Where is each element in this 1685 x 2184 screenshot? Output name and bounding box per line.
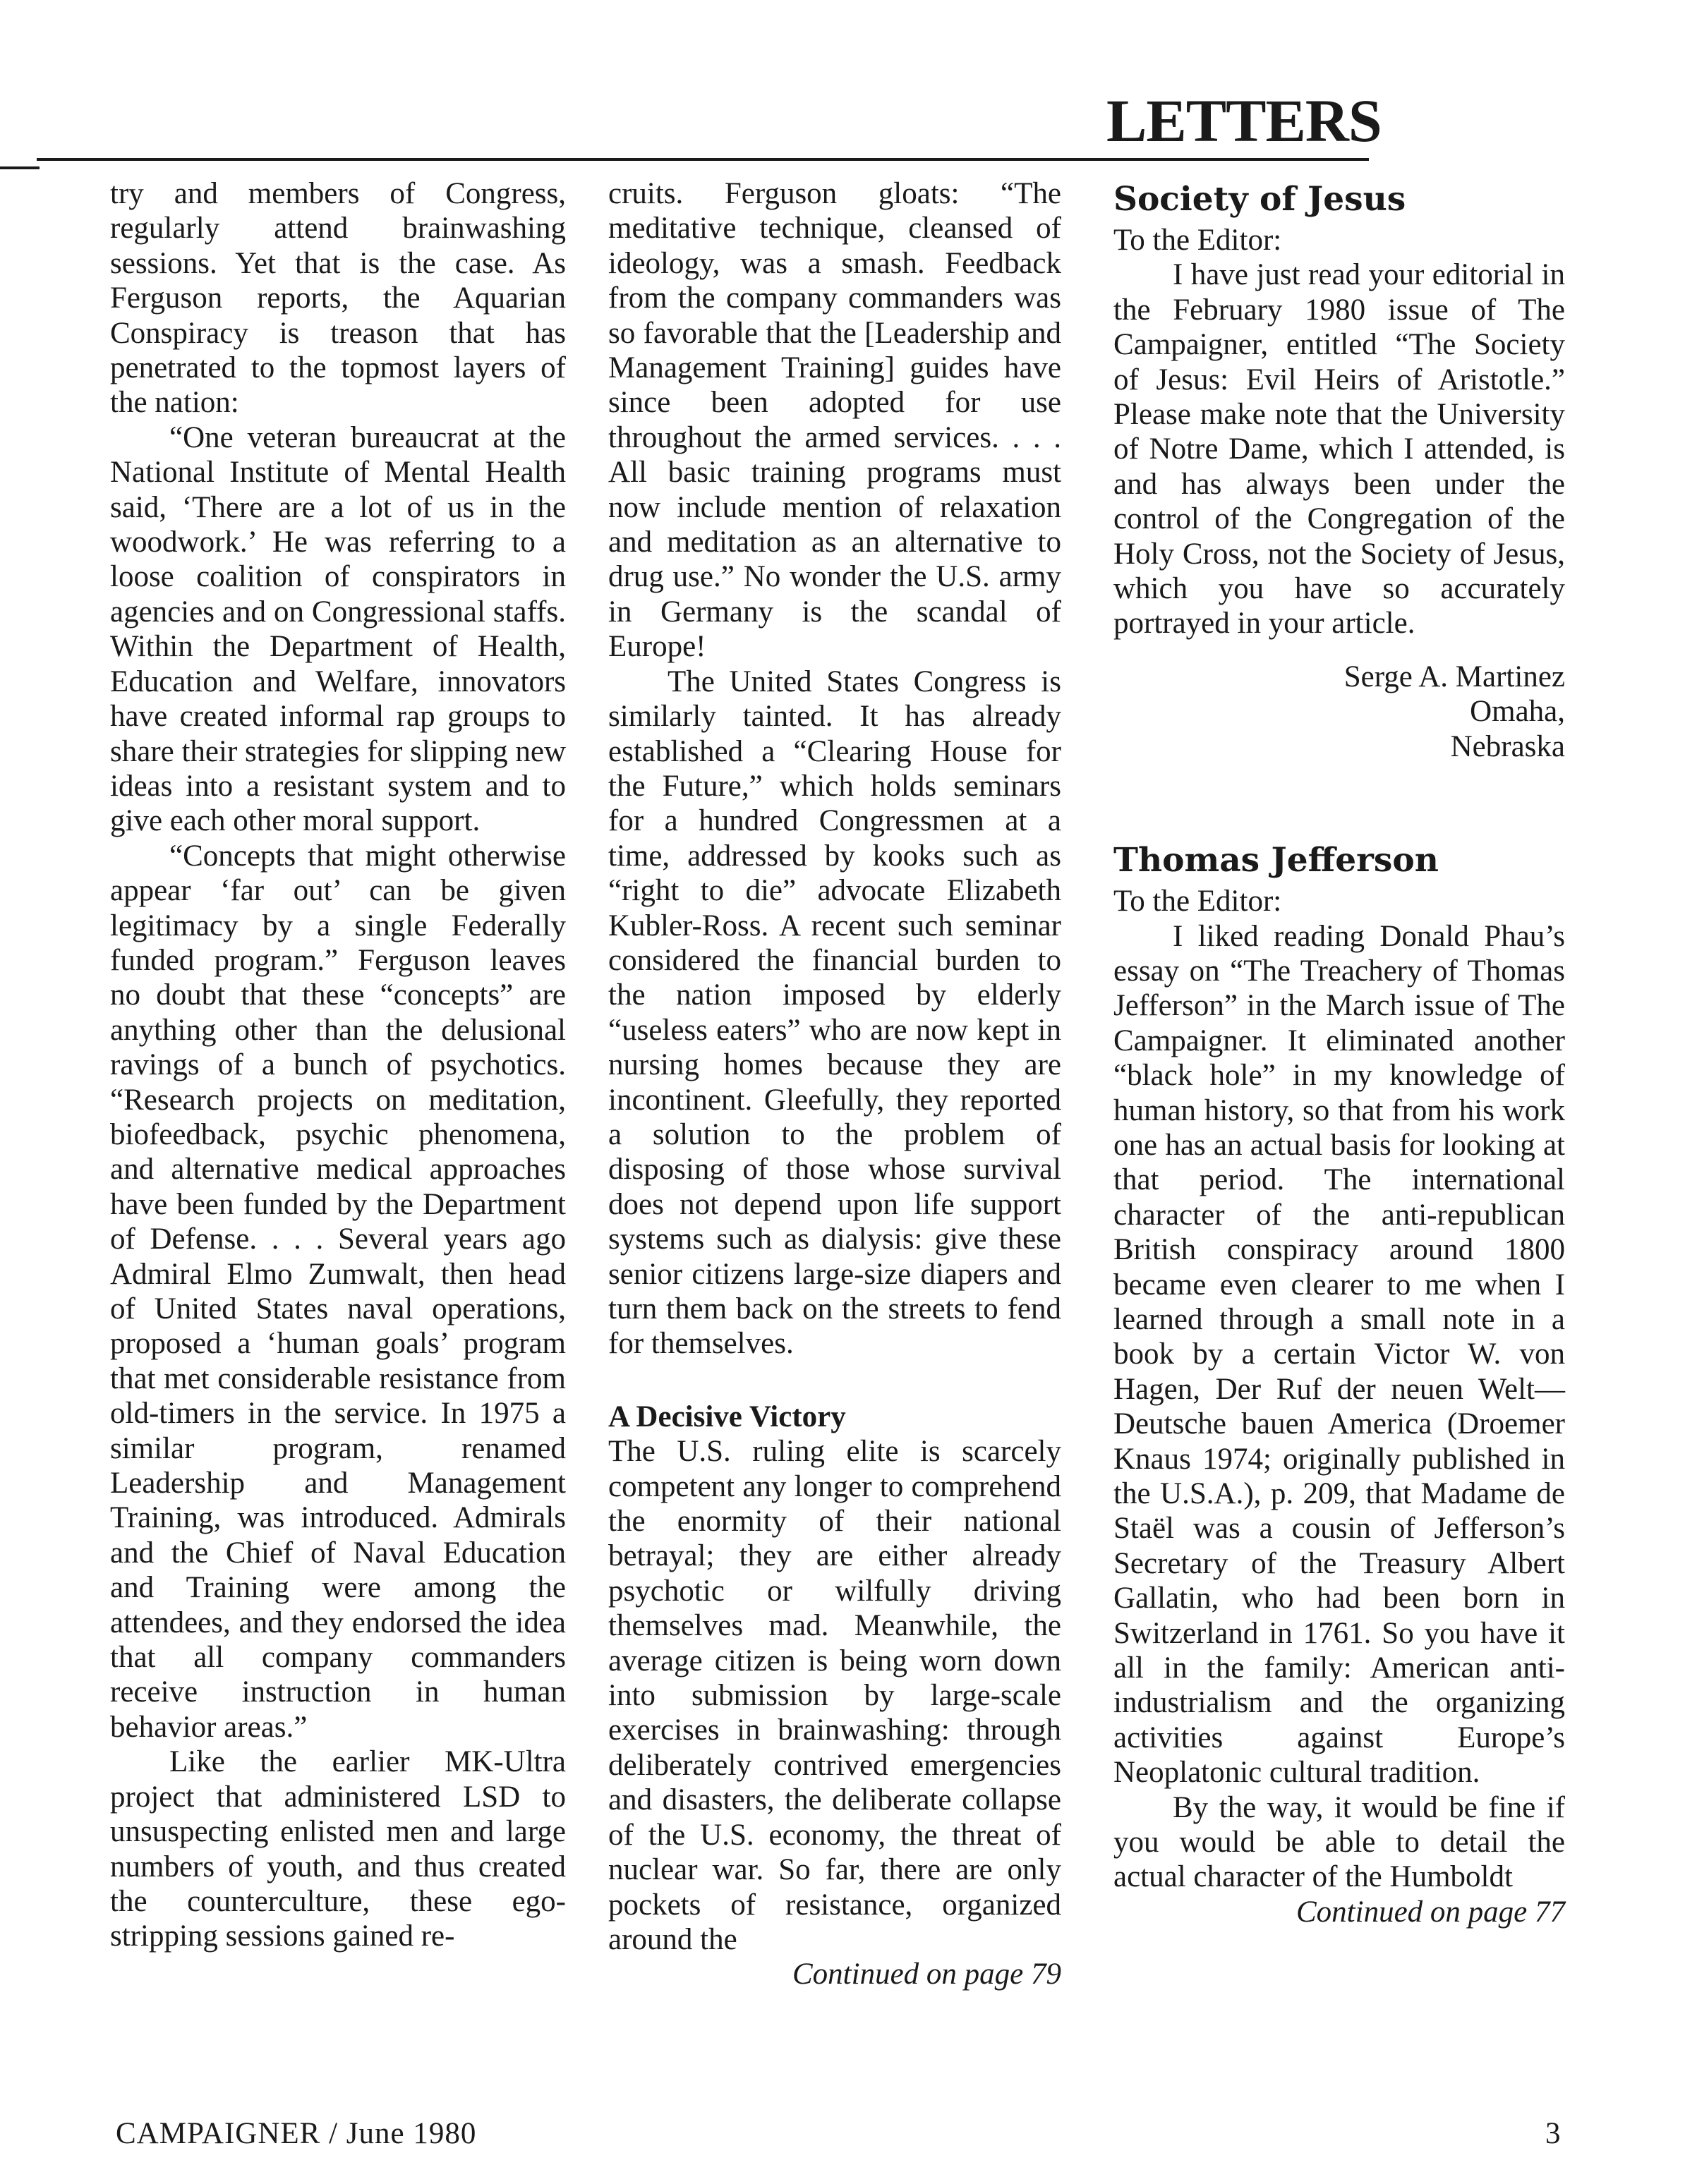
signature-city: Omaha, [1470, 695, 1565, 729]
letter-signature [1113, 660, 1565, 764]
letter-body: By the way, it would be fine if you would be able to detail the actual character of the Humboldt [1113, 1790, 1565, 1894]
letter-salutation: To the Editor: [1113, 224, 1282, 257]
margin-mark [0, 166, 40, 169]
signature-name: Serge A. Martinez [1343, 660, 1565, 693]
header-rule [37, 158, 1369, 161]
paragraph: The U.S. ruling elite is scarcely competent any longer to comprehend the enormity of their national betrayal; they are either already psychotic or wilfully driving themselves mad. Meanwhile, the average citizen is being worn down into submission by large-scale exercises in brainwashing: through deliberately contrived emergencies and disasters, the deliberate collapse of the U.S. economy, the threat of nuclear war. So far, there are only pockets of resistance, organized around the [608, 1435, 1061, 1956]
subheading: A Decisive Victory [608, 1400, 846, 1433]
article-column-2 [608, 176, 1061, 1992]
section-title: LETTERS [1106, 87, 1382, 154]
continued-note: Continued on page 77 [1296, 1895, 1565, 1929]
footer-publication: CAMPAIGNER / June 1980 [116, 2117, 477, 2150]
paragraph: “Concepts that might otherwise appear ‘far out’ can be given legitimacy by a single Federally funded program.” Ferguson leaves no doubt that these “concepts” are anything other than the delusional ravings of a bunch of psychotics. “Research projects on meditation, biofeedback, psychic phenomena, and alternative medical approaches have been funded by the Department of Defense. . . . Several years ago Admiral Elmo Zumwalt, then head of United States naval operations, proposed a ‘human goals’ program that met considerable resistance from old-timers in the service. In 1975 a similar program, renamed Leadership and Management Training, was introduced. Admirals and the Chief of Naval Education and Training were among the attendees, and they endorsed the idea that all company commanders receive instruction in human behavior areas.” [110, 839, 566, 1744]
letter-body: I have just read your editorial in the February 1980 issue of The Campaigner, entitled “The Society of Jesus: Evil Heirs of Aristotle.” Please make note that the University of Notre Dame, which I attended, is and has always been under the control of the Congregation of the Holy Cross, not the Society of Jesus, which you have so accurately portrayed in your article. [1113, 258, 1565, 641]
signature-state: Nebraska [1450, 729, 1565, 763]
article-column-1 [110, 176, 566, 1954]
letter-heading: Thomas Jefferson [1113, 841, 1439, 880]
letter-heading: Society of Jesus [1113, 180, 1406, 219]
letter-salutation: To the Editor: [1113, 885, 1282, 918]
letter-body: I liked reading Donald Phau’s essay on “The Treachery of Thomas Jefferson” in the March issue of The Campaigner. It eliminated another “black hole” in my knowledge of human history, so that from his work one has an actual basis for looking at that period. The international character of the anti-republican British conspiracy around 1800 became even clearer to me when I learned through a small note in a book by a certain Victor W. von Hagen, Der Ruf der neuen Welt—Deutsche bauen America (Droemer Knaus 1974; originally published in the U.S.A.), p. 209, that Madame de Staël was a cousin of Jefferson’s Secretary of the Treasury Albert Gallatin, who had been born in Switzerland in 1761. So you have it all in the family: American anti-industrialism and the organizing activities against Europe’s Neoplatonic cultural tradition. [1113, 919, 1565, 1790]
quote-paragraph: “One veteran bureaucrat at the National Institute of Mental Health said, ‘There are a lot of us in the woodwork.’ He was referring to a loose coalition of conspirators in agencies and on Congressional staffs. Within the Department of Health, Education and Welfare, innovators have created informal rap groups to share their strategies for slipping new ideas into a resistant system and to give each other moral support. [110, 420, 567, 838]
paragraph: cruits. Ferguson gloats: “The meditative technique, cleansed of ideology, was a smash. Feedback from the company commanders was so favorable that the [Leadership and Management Training] guides have since been adopted for use throughout the armed services. . . . All basic training programs must now include mention of relaxation and meditation as an alternative to drug use.” No wonder the U.S. army in Germany is the scandal of Europe! [608, 177, 1061, 664]
continued-note: Continued on page 79 [792, 1958, 1061, 1991]
paragraph: try and members of Congress, regularly attend brainwashing sessions. Yet that is the case. As Ferguson reports, the Aquarian Conspiracy is treason that has penetrated to the topmost layers of the nation: [110, 177, 566, 420]
paragraph: Like the earlier MK-Ultra project that administered LSD to unsuspecting enlisted men and large numbers of youth, and thus created the counterculture, these ego-stripping sessions gained re- [110, 1745, 566, 1953]
page-number: 3 [1545, 2117, 1561, 2150]
paragraph: The United States Congress is similarly tainted. It has already established a “Clearing House for the Future,” which holds seminars for a hundred Congressmen at a time, addressed by kooks such as “right to die” advocate Elizabeth Kubler-Ross. A recent such seminar considered the financial burden to the nation imposed by elderly “useless eaters” who are now kept in nursing homes because they are incontinent. Gleefully, they reported a solution to the problem of disposing of those whose survival does not depend upon life support systems such as dialysis: give these senior citizens large-size diapers and turn them back on the streets to fend for themselves. [608, 665, 1061, 1361]
letters-column [1113, 176, 1565, 1929]
